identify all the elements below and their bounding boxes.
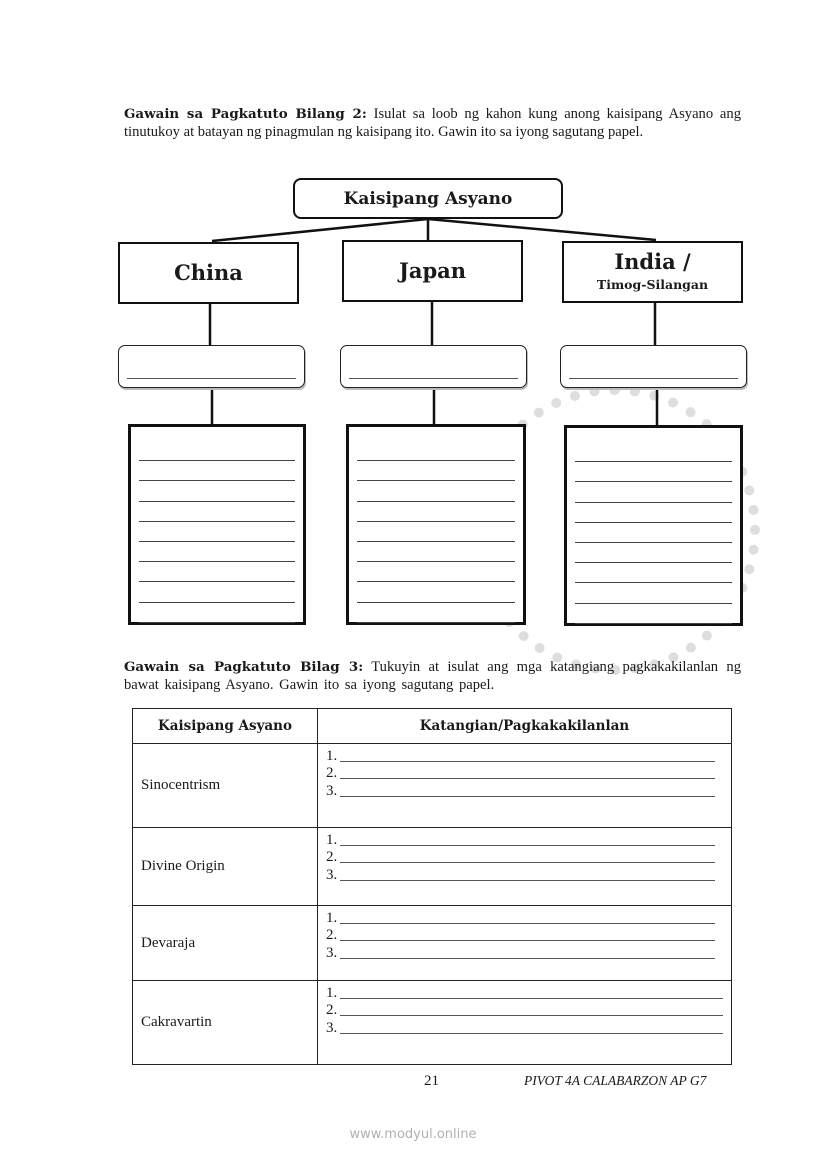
answer-line bbox=[357, 481, 515, 501]
answer-line bbox=[575, 563, 732, 583]
category-india-timog-silangan bbox=[562, 241, 743, 303]
answer-line bbox=[139, 522, 295, 542]
item-number: 3. bbox=[326, 866, 338, 883]
item-number: 3. bbox=[326, 944, 338, 961]
answer-line bbox=[575, 442, 732, 462]
activity-2-text: Isulat sa loob ng kahon kung anong kaisipang Asyano ang tinutukoy at batayan ng pinagmulan ng kaisipang ito. Gawin ito sa iyong sagutang papel. bbox=[124, 106, 741, 140]
answer-line bbox=[357, 542, 515, 562]
concept-cell: Sinocentrism bbox=[133, 744, 318, 828]
table-header-row bbox=[133, 709, 732, 744]
answer-line[interactable] bbox=[340, 923, 715, 924]
item-number: 2. bbox=[326, 1002, 338, 1018]
category-japan bbox=[342, 240, 523, 302]
item-number: 1. bbox=[326, 831, 338, 848]
answer-line[interactable] bbox=[340, 778, 715, 779]
category-label: China bbox=[174, 260, 243, 285]
answer-line bbox=[139, 461, 295, 481]
traits-cell[interactable] bbox=[318, 906, 732, 981]
item-number: 1. bbox=[326, 984, 338, 1001]
table-row bbox=[133, 906, 732, 981]
root-node-label: Kaisipang Asyano bbox=[343, 188, 513, 209]
item-number: 2. bbox=[326, 765, 338, 781]
answer-line bbox=[139, 542, 295, 562]
concept-name-field-china[interactable] bbox=[118, 345, 305, 388]
answer-line bbox=[357, 562, 515, 582]
answer-line bbox=[357, 603, 515, 623]
answer-line[interactable] bbox=[340, 1015, 723, 1016]
answer-line[interactable] bbox=[340, 845, 715, 846]
traits-cell[interactable] bbox=[318, 744, 732, 828]
item-number: 2. bbox=[326, 927, 338, 943]
answer-line bbox=[127, 378, 296, 379]
traits-table bbox=[132, 708, 732, 1065]
traits-cell[interactable] bbox=[318, 828, 732, 906]
column-header-traits: Katangian/Pagkakakilanlan bbox=[318, 709, 732, 744]
answer-line[interactable] bbox=[340, 958, 715, 959]
answer-line[interactable] bbox=[340, 880, 715, 881]
concept-name-field-india[interactable] bbox=[560, 345, 747, 388]
activity-3-label: Gawain sa Pagkatuto Bilag 3: bbox=[124, 659, 364, 675]
details-field-japan[interactable] bbox=[346, 424, 526, 625]
answer-line bbox=[357, 461, 515, 481]
answer-line bbox=[139, 502, 295, 522]
answer-line bbox=[357, 582, 515, 602]
activity-3-text: Tukuyin at isulat ang mga katangiang pagkakakilanlan ng bawat kaisipang Asyano. Gawin ito sa iyong sagutang papel. bbox=[124, 659, 741, 693]
answer-line bbox=[139, 481, 295, 501]
answer-line bbox=[569, 378, 738, 379]
activity-2-instruction bbox=[124, 105, 741, 141]
site-watermark: www.modyul.online bbox=[349, 1127, 477, 1142]
answer-line bbox=[357, 441, 515, 461]
activity-3-instruction bbox=[124, 658, 741, 694]
footer-title: PIVOT 4A CALABARZON AP G7 bbox=[524, 1073, 707, 1088]
answer-line bbox=[139, 603, 295, 623]
item-number: 2. bbox=[326, 849, 338, 865]
answer-line bbox=[357, 502, 515, 522]
root-node-kaisipang-asyano bbox=[293, 178, 563, 219]
answer-line[interactable] bbox=[340, 998, 723, 999]
table-row bbox=[133, 744, 732, 828]
answer-line[interactable] bbox=[340, 796, 715, 797]
item-number: 3. bbox=[326, 1019, 338, 1036]
answer-line bbox=[139, 562, 295, 582]
category-china bbox=[118, 242, 299, 304]
column-header-concept: Kaisipang Asyano bbox=[133, 709, 318, 744]
answer-line bbox=[575, 462, 732, 482]
concept-cell: Divine Origin bbox=[133, 828, 318, 906]
item-number: 1. bbox=[326, 909, 338, 926]
category-label: Japan bbox=[398, 258, 467, 283]
answer-line bbox=[575, 523, 732, 543]
answer-line bbox=[575, 583, 732, 603]
concept-cell: Cakravartin bbox=[133, 981, 318, 1065]
answer-line[interactable] bbox=[340, 1033, 723, 1034]
answer-line bbox=[575, 503, 732, 523]
answer-line bbox=[349, 378, 518, 379]
answer-line[interactable] bbox=[340, 862, 715, 863]
answer-line bbox=[139, 441, 295, 461]
answer-line bbox=[575, 482, 732, 502]
answer-line bbox=[575, 604, 732, 624]
table-row bbox=[133, 828, 732, 906]
category-sublabel: Timog-Silangan bbox=[596, 277, 709, 292]
page-number: 21 bbox=[424, 1073, 439, 1089]
details-field-china[interactable] bbox=[128, 424, 306, 625]
answer-line bbox=[139, 582, 295, 602]
concept-name-field-japan[interactable] bbox=[340, 345, 527, 388]
activity-2-label: Gawain sa Pagkatuto Bilang 2: bbox=[124, 106, 367, 122]
item-number: 1. bbox=[326, 747, 338, 764]
answer-line bbox=[575, 543, 732, 563]
answer-line[interactable] bbox=[340, 761, 715, 762]
concept-cell: Devaraja bbox=[133, 906, 318, 981]
answer-line bbox=[357, 522, 515, 542]
category-label: India / bbox=[614, 249, 691, 274]
answer-line[interactable] bbox=[340, 940, 715, 941]
details-field-india[interactable] bbox=[564, 425, 743, 626]
item-number: 3. bbox=[326, 782, 338, 799]
table-row bbox=[133, 981, 732, 1065]
traits-cell[interactable] bbox=[318, 981, 732, 1065]
